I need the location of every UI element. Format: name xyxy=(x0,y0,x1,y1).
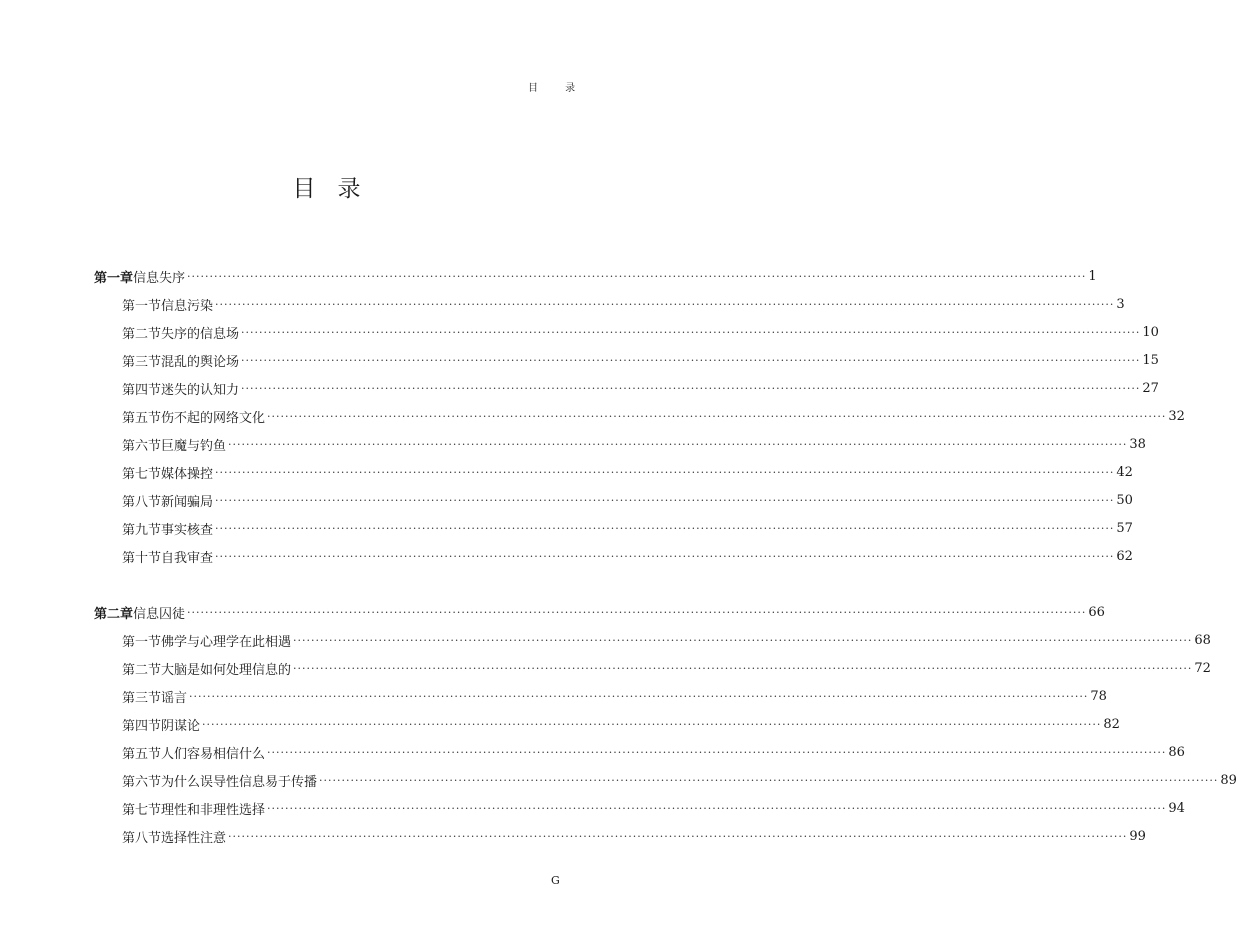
dot-leader: ········································································································································································································ xyxy=(202,717,1102,731)
section-page-number: 72 xyxy=(1194,660,1211,676)
chapter-page-number: 1 xyxy=(1088,268,1097,284)
section-page-number: 99 xyxy=(1129,828,1146,844)
section-title: 新闻骗局 xyxy=(161,494,214,510)
section-title: 阴谋论 xyxy=(161,718,201,734)
dot-leader: ········································································································································································································ xyxy=(215,521,1115,535)
section-title: 伤不起的网络文化 xyxy=(161,410,266,426)
section-title: 大脑是如何处理信息的 xyxy=(161,662,292,678)
section-title: 失序的信息场 xyxy=(161,326,240,342)
section-label: 第四节 xyxy=(122,382,162,398)
toc-section-row[interactable] xyxy=(122,374,1159,402)
section-label: 第九节 xyxy=(122,522,162,538)
toc-section-row[interactable] xyxy=(122,654,1211,682)
section-title: 自我审查 xyxy=(161,550,214,566)
dot-leader: ········································································································································································································ xyxy=(215,297,1115,311)
dot-leader: ········································································································································································································ xyxy=(189,689,1089,703)
section-label: 第七节 xyxy=(122,802,162,818)
section-title: 媒体操控 xyxy=(161,466,214,482)
section-page-number: 27 xyxy=(1142,380,1159,396)
toc-section-row[interactable] xyxy=(122,430,1146,458)
toc-section-row[interactable] xyxy=(122,290,1125,318)
dot-leader: ········································································································································································································ xyxy=(241,353,1141,367)
dot-leader: ········································································································································································································ xyxy=(187,605,1087,619)
toc-chapter-row[interactable] xyxy=(94,262,1097,290)
toc-section-row[interactable] xyxy=(122,738,1185,766)
section-label: 第四节 xyxy=(122,718,162,734)
toc-section-row[interactable] xyxy=(122,346,1159,374)
section-label: 第一节 xyxy=(122,634,162,650)
toc-section-row[interactable] xyxy=(122,542,1133,570)
section-title: 人们容易相信什么 xyxy=(161,746,266,762)
section-title: 佛学与心理学在此相遇 xyxy=(161,634,292,650)
section-title: 迷失的认知力 xyxy=(161,382,240,398)
page-title-char-1: 目 xyxy=(292,176,316,202)
chapter-label: 第二章 xyxy=(94,606,134,622)
section-label: 第十节 xyxy=(122,550,162,566)
toc-section-row[interactable] xyxy=(122,318,1159,346)
dot-leader: ········································································································································································································ xyxy=(319,773,1219,787)
page-title xyxy=(0,170,653,203)
page-title-char-2: 录 xyxy=(337,176,361,202)
section-page-number: 78 xyxy=(1090,688,1107,704)
section-page-number: 10 xyxy=(1142,324,1159,340)
section-page-number: 42 xyxy=(1116,464,1133,480)
dot-leader: ········································································································································································································ xyxy=(241,381,1141,395)
dot-leader: ········································································································································································································ xyxy=(187,269,1087,283)
dot-leader: ········································································································································································································ xyxy=(228,437,1128,451)
page-folio: G xyxy=(551,874,560,887)
section-page-number: 82 xyxy=(1103,716,1120,732)
section-label: 第五节 xyxy=(122,410,162,426)
chapter-page-number: 66 xyxy=(1088,604,1105,620)
dot-leader: ········································································································································································································ xyxy=(215,465,1115,479)
chapter-title: 信息囚徒 xyxy=(133,606,186,622)
dot-leader: ········································································································································································································ xyxy=(293,661,1193,675)
section-title: 混乱的舆论场 xyxy=(161,354,240,370)
dot-leader: ········································································································································································································ xyxy=(215,493,1115,507)
section-page-number: 15 xyxy=(1142,352,1159,368)
section-label: 第六节 xyxy=(122,438,162,454)
toc-section-row[interactable] xyxy=(122,682,1107,710)
section-label: 第八节 xyxy=(122,830,162,846)
dot-leader: ········································································································································································································ xyxy=(215,549,1115,563)
section-page-number: 32 xyxy=(1168,408,1185,424)
toc-chapter-row[interactable] xyxy=(94,598,1105,626)
toc-section-row[interactable] xyxy=(122,766,1237,794)
chapter-title: 信息失序 xyxy=(133,270,186,286)
section-page-number: 89 xyxy=(1220,772,1237,788)
section-label: 第二节 xyxy=(122,326,162,342)
section-title: 事实核查 xyxy=(161,522,214,538)
section-label: 第一节 xyxy=(122,298,162,314)
section-title: 选择性注意 xyxy=(161,830,227,846)
dot-leader: ········································································································································································································ xyxy=(228,829,1128,843)
dot-leader: ········································································································································································································ xyxy=(267,801,1167,815)
toc-section-row[interactable] xyxy=(122,710,1120,738)
section-page-number: 94 xyxy=(1168,800,1185,816)
section-label: 第二节 xyxy=(122,662,162,678)
section-page-number: 50 xyxy=(1116,492,1133,508)
section-page-number: 57 xyxy=(1116,520,1133,536)
running-head: 目 录 xyxy=(528,83,588,94)
dot-leader: ········································································································································································································ xyxy=(293,633,1193,647)
chapter-label: 第一章 xyxy=(94,270,134,286)
section-title: 信息污染 xyxy=(161,298,214,314)
section-page-number: 3 xyxy=(1116,296,1125,312)
section-label: 第三节 xyxy=(122,354,162,370)
section-label: 第三节 xyxy=(122,690,162,706)
toc-section-row[interactable] xyxy=(122,402,1185,430)
dot-leader: ········································································································································································································ xyxy=(267,745,1167,759)
section-title: 为什么误导性信息易于传播 xyxy=(161,774,318,790)
dot-leader: ········································································································································································································ xyxy=(267,409,1167,423)
toc-section-row[interactable] xyxy=(122,794,1185,822)
toc-section-row[interactable] xyxy=(122,626,1211,654)
section-label: 第七节 xyxy=(122,466,162,482)
section-label: 第八节 xyxy=(122,494,162,510)
toc-section-row[interactable] xyxy=(122,458,1133,486)
section-page-number: 86 xyxy=(1168,744,1185,760)
section-title: 巨魔与钓鱼 xyxy=(161,438,227,454)
section-label: 第五节 xyxy=(122,746,162,762)
toc-section-row[interactable] xyxy=(122,514,1133,542)
section-label: 第六节 xyxy=(122,774,162,790)
toc-section-row[interactable] xyxy=(122,822,1146,850)
section-page-number: 68 xyxy=(1194,632,1211,648)
toc-section-row[interactable] xyxy=(122,486,1133,514)
section-title: 谣言 xyxy=(161,690,188,706)
dot-leader: ········································································································································································································ xyxy=(241,325,1141,339)
section-title: 理性和非理性选择 xyxy=(161,802,266,818)
section-page-number: 38 xyxy=(1129,436,1146,452)
section-page-number: 62 xyxy=(1116,548,1133,564)
